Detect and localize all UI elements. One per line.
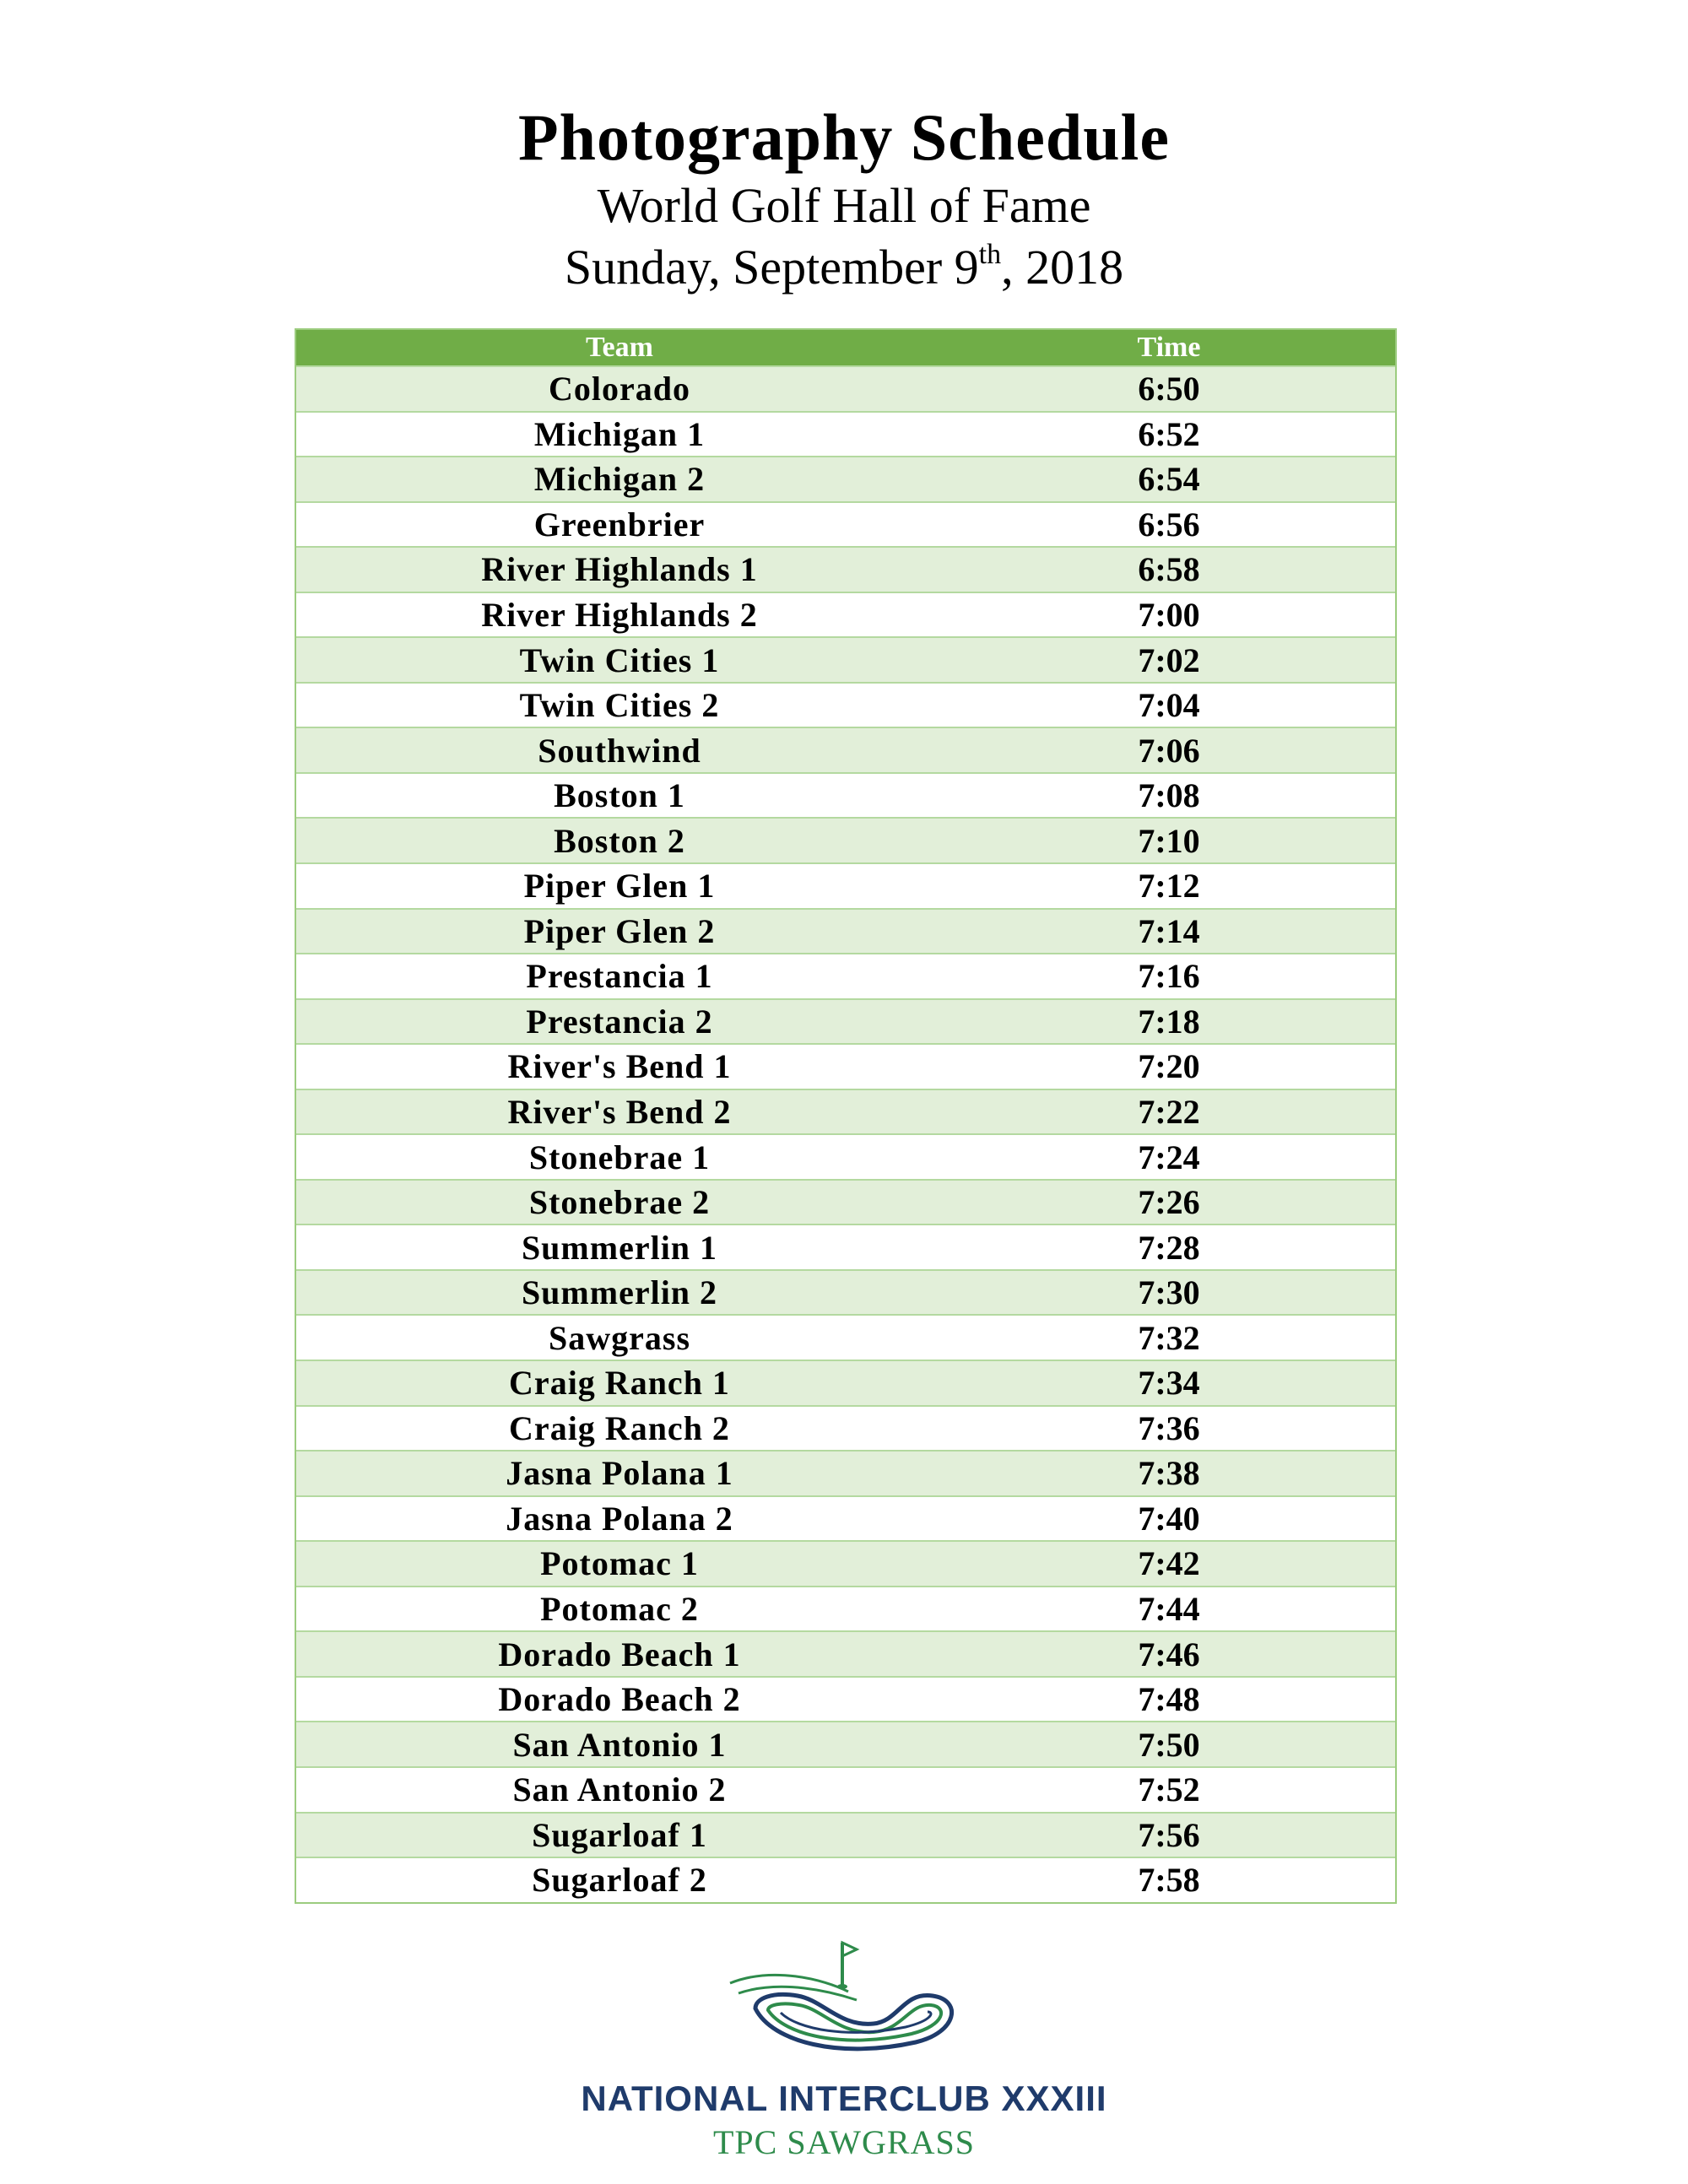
team-cell: Prestancia 2 [526, 1002, 713, 1041]
time-cell: 7:18 [1138, 1002, 1200, 1041]
team-cell: Sawgrass [548, 1318, 691, 1357]
table-row [296, 1133, 1395, 1179]
team-cell: Dorado Beach 1 [498, 1635, 741, 1673]
date-prefix: Sunday, September 9 [564, 240, 979, 295]
table-row [296, 501, 1395, 547]
time-cell: 7:38 [1138, 1454, 1200, 1493]
table-row [296, 998, 1395, 1044]
table-row [296, 772, 1395, 818]
team-cell: Boston 2 [554, 821, 685, 860]
table-body [296, 365, 1395, 1902]
team-cell: Dorado Beach 2 [498, 1680, 741, 1719]
time-cell: 7:48 [1138, 1680, 1200, 1719]
time-cell: 7:22 [1138, 1093, 1200, 1132]
time-cell: 7:30 [1138, 1273, 1200, 1312]
team-cell: Michigan 1 [533, 414, 706, 453]
table-row [296, 1089, 1395, 1134]
time-cell: 7:24 [1138, 1138, 1200, 1176]
column-header-team: Team [586, 332, 653, 363]
time-cell: 7:10 [1138, 821, 1200, 860]
team-cell: River Highlands 2 [481, 596, 758, 634]
table-row [296, 592, 1395, 637]
date-ordinal-suffix: th [978, 239, 1002, 270]
column-header-time: Time [1137, 332, 1201, 363]
team-cell: River's Bend 1 [507, 1047, 732, 1086]
team-cell: Summerlin 1 [521, 1228, 718, 1267]
time-cell: 7:12 [1138, 867, 1200, 905]
table-row [296, 908, 1395, 954]
table-row [296, 546, 1395, 592]
time-cell: 7:58 [1138, 1861, 1200, 1900]
team-cell: Prestancia 1 [526, 957, 713, 996]
team-cell: Sugarloaf 2 [532, 1861, 707, 1900]
time-cell: 7:02 [1138, 641, 1200, 679]
table-row [296, 1224, 1395, 1269]
time-cell: 7:04 [1138, 686, 1200, 725]
team-cell: Michigan 2 [533, 460, 706, 499]
table-row [296, 1405, 1395, 1451]
time-cell: 7:06 [1138, 731, 1200, 770]
team-cell: Stonebrae 1 [528, 1138, 711, 1176]
page-title: Photography Schedule [518, 100, 1170, 174]
schedule-table [295, 328, 1397, 1904]
team-cell: Potomac 1 [540, 1544, 699, 1583]
time-cell: 7:20 [1138, 1047, 1200, 1086]
date-year: , 2018 [1001, 240, 1124, 295]
table-row [296, 817, 1395, 862]
team-cell: Sugarloaf 1 [532, 1815, 707, 1854]
time-cell: 7:40 [1138, 1499, 1200, 1538]
table-row [296, 1450, 1395, 1495]
table-row [296, 1586, 1395, 1631]
team-cell: Jasna Polana 1 [506, 1454, 733, 1493]
table-row [296, 1630, 1395, 1676]
team-cell: Twin Cities 2 [519, 686, 720, 725]
time-cell: 7:56 [1138, 1815, 1200, 1854]
time-cell: 7:52 [1138, 1770, 1200, 1809]
event-date [0, 239, 1688, 295]
table-row [296, 1179, 1395, 1224]
table-row [296, 1360, 1395, 1405]
time-cell: 7:26 [1138, 1183, 1200, 1222]
team-cell: San Antonio 1 [512, 1725, 727, 1764]
table-row [296, 862, 1395, 908]
time-cell: 7:36 [1138, 1408, 1200, 1447]
team-cell: Craig Ranch 1 [509, 1364, 730, 1403]
team-cell: Summerlin 2 [521, 1273, 718, 1312]
time-cell: 7:28 [1138, 1228, 1200, 1267]
table-row [296, 1495, 1395, 1541]
table-row [296, 636, 1395, 682]
time-cell: 7:32 [1138, 1318, 1200, 1357]
table-row [296, 953, 1395, 998]
table-row [296, 1721, 1395, 1766]
time-cell: 6:50 [1138, 370, 1200, 408]
team-cell: Stonebrae 2 [528, 1183, 711, 1222]
team-cell: Southwind [538, 731, 701, 770]
page-subtitle: World Golf Hall of Fame [597, 178, 1091, 233]
team-cell: San Antonio 2 [512, 1770, 727, 1809]
team-cell: Boston 1 [554, 776, 685, 815]
table-row [296, 456, 1395, 501]
team-cell: Potomac 2 [540, 1590, 699, 1629]
table-row [296, 682, 1395, 727]
table-row [296, 1043, 1395, 1089]
time-cell: 7:50 [1138, 1725, 1200, 1764]
table-row [296, 1812, 1395, 1857]
team-cell: River's Bend 2 [507, 1093, 732, 1132]
table-row [296, 1676, 1395, 1722]
time-cell: 7:34 [1138, 1364, 1200, 1403]
table-row [296, 1857, 1395, 1902]
footer-event-name: NATIONAL INTERCLUB XXXIII [581, 2079, 1107, 2118]
time-cell: 7:08 [1138, 776, 1200, 815]
team-cell: Craig Ranch 2 [509, 1408, 730, 1447]
table-header-row [296, 330, 1395, 365]
team-cell: Colorado [549, 370, 690, 408]
time-cell: 6:52 [1138, 414, 1200, 453]
table-row [296, 727, 1395, 772]
team-cell: Twin Cities 1 [519, 641, 720, 679]
time-cell: 6:54 [1138, 460, 1200, 499]
time-cell: 7:42 [1138, 1544, 1200, 1583]
footer-venue-name: TPC SAWGRASS [713, 2123, 975, 2161]
time-cell: 7:46 [1138, 1635, 1200, 1673]
team-cell: Jasna Polana 2 [506, 1499, 733, 1538]
time-cell: 7:16 [1138, 957, 1200, 996]
team-cell: Piper Glen 1 [523, 867, 716, 905]
team-cell: Greenbrier [533, 505, 706, 543]
time-cell: 6:58 [1138, 550, 1200, 589]
team-cell: River Highlands 1 [481, 550, 758, 589]
time-cell: 7:14 [1138, 911, 1200, 950]
time-cell: 7:00 [1138, 596, 1200, 634]
table-row [296, 1314, 1395, 1360]
golf-green-flag-icon [722, 1933, 966, 2068]
table-row [296, 1269, 1395, 1315]
time-cell: 6:56 [1138, 505, 1200, 543]
time-cell: 7:44 [1138, 1590, 1200, 1629]
team-cell: Piper Glen 2 [523, 911, 716, 950]
table-row [296, 1540, 1395, 1586]
table-row [296, 365, 1395, 411]
table-row [296, 1766, 1395, 1812]
table-row [296, 411, 1395, 457]
